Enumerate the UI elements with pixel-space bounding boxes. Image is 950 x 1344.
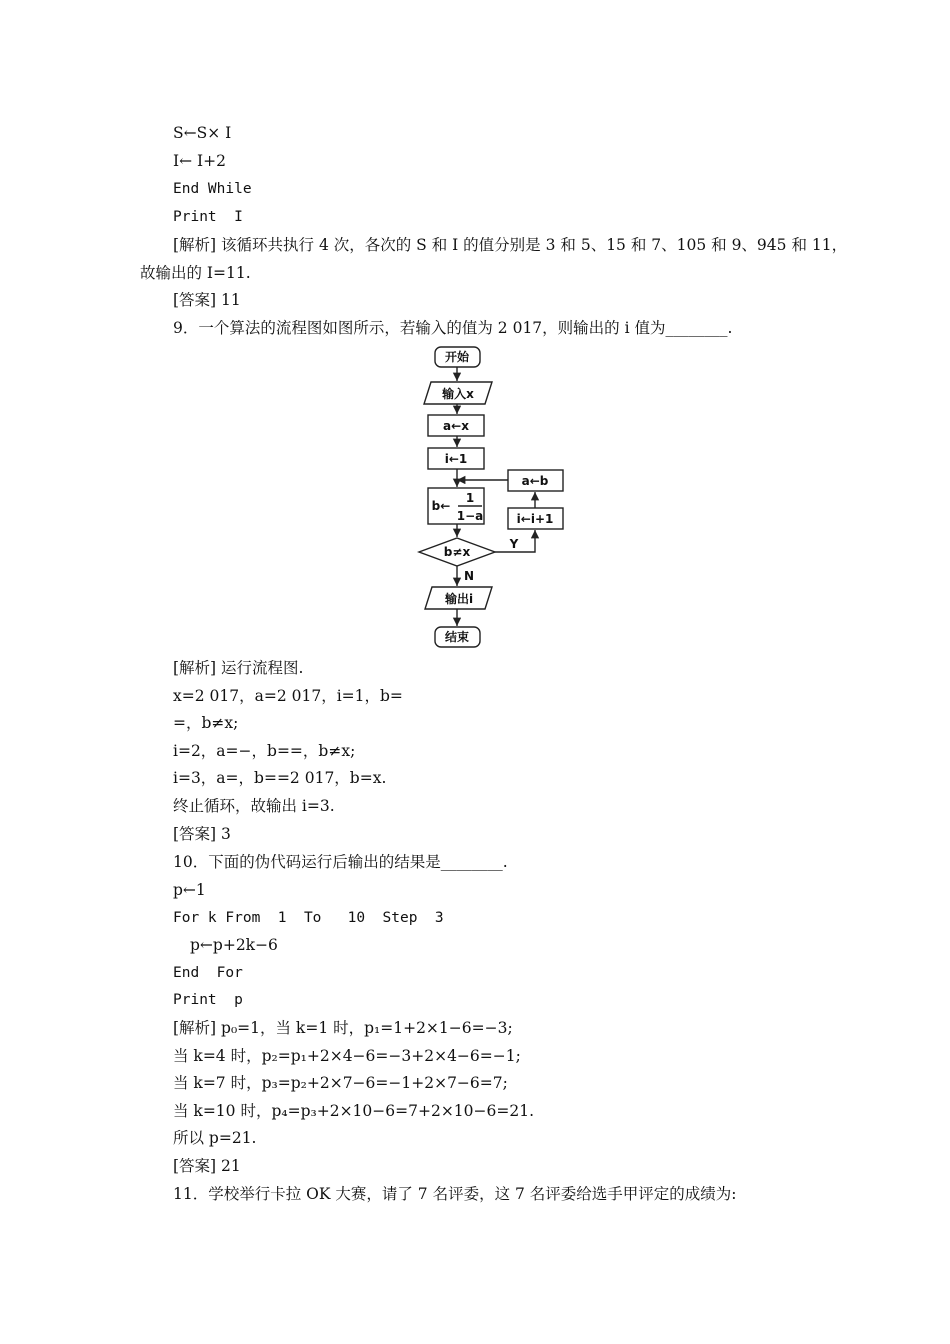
assign-b-label: b←: [431, 499, 451, 513]
analysis-line: i=2，a=−，b==，b≠x;: [173, 742, 356, 760]
code-line: Print I: [173, 209, 243, 225]
analysis-line: 当 k=10 时，p₄=p₃+2×10−6=7+2×10−6=21.: [173, 1102, 535, 1120]
analysis-line: =，b≠x;: [173, 714, 239, 732]
yes-label: Y: [509, 537, 519, 551]
question-10: 10．下面的伪代码运行后输出的结果是________.: [173, 853, 508, 871]
analysis-line: [解析] 运行流程图.: [173, 659, 304, 677]
analysis-line: 终止循环，故输出 i=3.: [173, 797, 335, 815]
code-line: I← I+2: [173, 152, 227, 170]
assign-b-numerator: 1: [465, 491, 475, 505]
analysis-line: [解析] p₀=1，当 k=1 时，p₁=1+2×1−6=−3;: [173, 1019, 513, 1037]
loop-i-label: i←i+1: [516, 512, 554, 526]
code-line: For k From 1 To 10 Step 3: [173, 910, 444, 926]
code-line: p←p+2k−6: [190, 936, 278, 954]
no-label: N: [463, 569, 475, 583]
answer: [答案] 3: [173, 825, 231, 843]
answer: [答案] 21: [173, 1157, 241, 1175]
end-label: 结束: [444, 630, 470, 644]
analysis-line: 故输出的 I=11.: [140, 264, 251, 282]
code-line: Print p: [173, 992, 243, 1008]
start-label: 开始: [444, 350, 470, 364]
code-line: S←S× I: [173, 124, 232, 142]
analysis-line: i=3，a=，b==2 017，b=x.: [173, 769, 387, 787]
assign-a-label: a←x: [443, 419, 469, 433]
analysis-line: 所以 p=21.: [173, 1129, 257, 1147]
analysis-line: 当 k=7 时，p₃=p₂+2×7−6=−1+2×7−6=7;: [173, 1074, 508, 1092]
analysis-line: [解析] 该循环共执行 4 次，各次的 S 和 I 的值分别是 3 和 5、15 和 7、105 和 9、945 和 11，: [173, 236, 848, 254]
loop-a-label: a←b: [521, 474, 549, 488]
assign-i-label: i←1: [444, 452, 468, 466]
input-label: 输入x: [442, 387, 474, 401]
flowchart: [410, 342, 610, 654]
question-11: 11．学校举行卡拉 OK 大赛，请了 7 名评委，这 7 名评委给选手甲评定的成绩为:: [173, 1185, 737, 1203]
question-9: 9．一个算法的流程图如图所示，若输入的值为 2 017，则输出的 i 值为________.: [173, 319, 733, 337]
analysis-line: x=2 017，a=2 017，i=1，b=: [173, 687, 403, 705]
assign-b-denominator: 1−a: [456, 509, 484, 523]
code-line: End While: [173, 181, 252, 197]
answer: [答案] 11: [173, 291, 241, 309]
analysis-line: 当 k=4 时，p₂=p₁+2×4−6=−3+2×4−6=−1;: [173, 1047, 521, 1065]
code-line: End For: [173, 965, 243, 981]
condition-label: b≠x: [443, 545, 471, 559]
code-line: p←1: [173, 881, 206, 899]
output-label: 输出i: [444, 592, 474, 606]
